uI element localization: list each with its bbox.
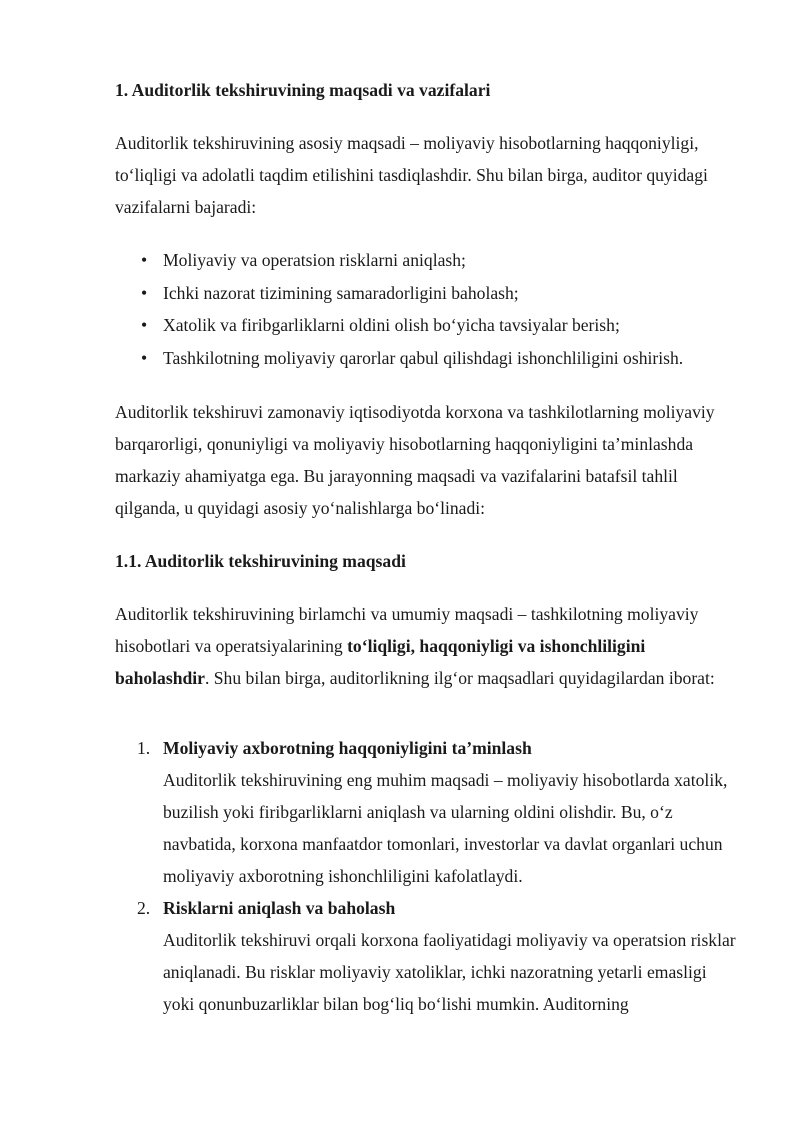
item-body: Auditorlik tekshiruvining eng muhim maqsadi – moliyaviy hisobotlarda xatolik, buzilish yoki firibgarliklarni aniqlash va ularning oldini olishdir. Bu, o‘z navbatida, korxona manfaatdor tomonlari, investorlar va davlat organlari uchun moliyaviy axborotning ishonchliligini kafolatlaydi. — [163, 769, 728, 886]
item-title: Moliyaviy axborotning haqqoniyligini ta’minlash — [163, 737, 532, 758]
goal-numbered-list — [115, 732, 742, 1020]
numbered-item — [115, 732, 742, 892]
goal-text-end: . Shu bilan birga, auditorlikning ilg‘or maqsadlari quyidagilardan iborat: — [204, 667, 715, 688]
bullet-text: Tashkilotning moliyaviy qarorlar qabul qilishdagi ishonchliligini oshirish. — [163, 348, 684, 369]
bullet-dot-icon: • — [141, 250, 148, 270]
bullet-item — [115, 309, 742, 342]
goal-text-bold: to‘liqligi, haqqoniyligi va ishonchliligini baholashdir — [115, 635, 646, 688]
intro-paragraph: Auditorlik tekshiruvining asosiy maqsadi – moliyaviy hisobotlarning haqqoniyligi, to‘liqligi va adolatli taqdim etilishini tasdiqlashdir. Shu bilan birga, auditor quyidagi vazifalarni bajaradi: — [115, 133, 708, 217]
numbered-item — [115, 892, 742, 1020]
bullet-item — [115, 244, 742, 277]
goal-text-start: Auditorlik tekshiruvining birlamchi va umumiy maqsadi – tashkilotning moliyaviy hisobotlari va operatsiyalarining — [115, 603, 699, 656]
subsection-heading: 1.1. Auditorlik tekshiruvining maqsadi — [115, 550, 406, 571]
bullet-text: Xatolik va firibgarliklarni oldini olish bo‘yicha tavsiyalar berish; — [163, 315, 620, 336]
goal-paragraph — [115, 598, 742, 694]
task-bullet-list — [115, 244, 742, 375]
bullet-item — [115, 277, 742, 310]
section-heading: 1. Auditorlik tekshiruvining maqsadi va vazifalari — [115, 80, 491, 100]
bullet-text: Moliyaviy va operatsion risklarni aniqlash; — [163, 250, 466, 270]
bullet-text: Ichki nazorat tizimining samaradorligini baholash; — [163, 282, 519, 303]
item-title: Risklarni aniqlash va baholash — [163, 897, 396, 918]
bullet-dot-icon: • — [141, 282, 148, 303]
bullet-dot-icon: • — [141, 348, 148, 369]
context-paragraph: Auditorlik tekshiruvi zamonaviy iqtisodiyotda korxona va tashkilotlarning moliyaviy barqarorligi, qonuniyligi va moliyaviy hisobotlarning haqqoniyligini ta’minlashda markaziy ahamiyatga ega. Bu jarayonning maqsadi va vazifalarini batafsil tahlil qilganda, u quyidagi asosiy yo‘nalishlarga bo‘linadi: — [115, 401, 715, 518]
item-number: 2. — [137, 897, 151, 918]
bullet-dot-icon: • — [141, 315, 148, 336]
bullet-item — [115, 342, 742, 375]
item-number: 1. — [137, 737, 151, 758]
item-body: Auditorlik tekshiruvi orqali korxona faoliyatidagi moliyaviy va operatsion risklar aniqlanadi. Bu risklar moliyaviy xatoliklar, ichki nazoratning yetarli emasligi yoki qonunbuzarliklar bilan bog‘liq bo‘lishi mumkin. Auditorning — [163, 929, 736, 1014]
